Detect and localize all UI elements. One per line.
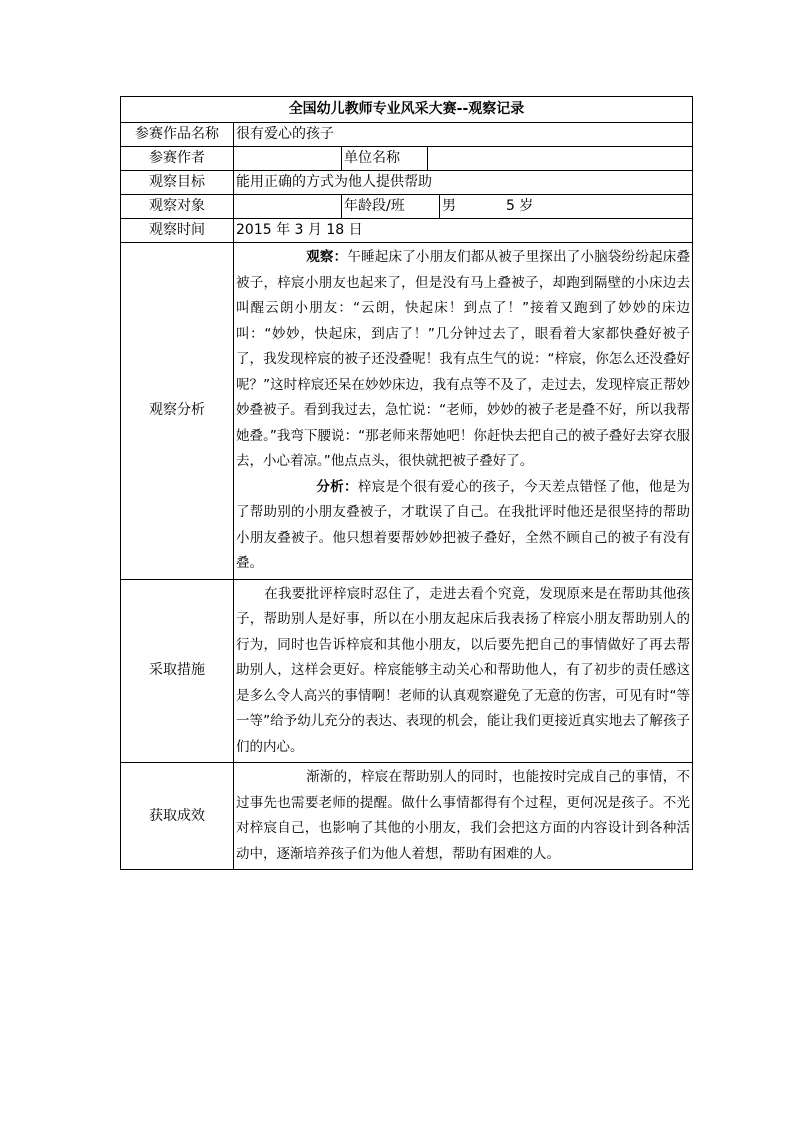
analysis-text: 梓宸是个很有爱心的孩子，今天差点错怪了他，他是为了帮助别的小朋友叠被子，才耽误了自己。在我批评时他还是很坚持的帮助小朋友叠被子。他只想着要帮妙妙把被子叠好，全然不顾自己的被子有没有叠。 (236, 478, 691, 571)
analysis-label: 观察分析 (121, 243, 234, 580)
age-value: 5 岁 (506, 198, 534, 214)
time-value: 2015 年 3 月 18 日 (234, 219, 693, 243)
observation-record-sheet (120, 96, 692, 870)
measures-content (234, 579, 693, 763)
results-label: 获取成效 (121, 763, 234, 870)
gender-age-value (440, 195, 693, 219)
work-name-value: 很有爱心的孩子 (234, 123, 693, 147)
observation-paragraph (236, 245, 690, 475)
unit-name-value (428, 147, 693, 171)
observation-table (120, 96, 693, 870)
goal-label: 观察目标 (121, 171, 234, 195)
unit-name-label: 单位名称 (342, 147, 428, 171)
measures-label: 采取措施 (121, 579, 234, 763)
author-value (234, 147, 342, 171)
observation-text: 午睡起床了小朋友们都从被子里探出了小脑袋纷纷起床叠被子，梓宸小朋友也起来了，但是没有马上叠被子，却跑到隔壁的小床边去叫醒云朗小朋友：“云朗，快起床！到点了！”接着又跑到了妙妙的床边叫：“妙妙，快起床，到店了！”几分钟过去了，眼看着大家都快叠好被子了，我发现梓宸的被子还没叠呢！我有点生气的说：“梓宸，你怎么还没叠好呢？”这时梓宸还呆在妙妙床边，我有点等不及了，走过去，发现梓宸正帮妙妙叠被子。看到我过去，急忙说：“老师，妙妙的被子老是叠不好，所以我帮她叠。”我弯下腰说：“那老师来帮她吧！你赶快去把自己的被子叠好去穿衣服去，小心着凉。”他点点头，很快就把被子叠好了。 (236, 249, 691, 469)
results-content (234, 763, 693, 870)
target-label: 观察对象 (121, 195, 234, 219)
document-title: 全国幼儿教师专业风采大赛--观察记录 (121, 97, 693, 123)
analysis-paragraph (236, 475, 690, 577)
measures-text: 在我要批评梓宸时忍住了，走进去看个究竟，发现原来是在帮助其他孩子，帮助别人是好事，所以在小朋友起床后我表扬了梓宸小朋友帮助别人的行为，同时也告诉梓宸和其他小朋友，以后要先把自己的事情做好了再去帮助别人，这样会更好。梓宸能够主动关心和帮助他人，有了初步的责任感这是多么令人高兴的事情啊！老师的认真观察避免了无意的伤害，可见有时“等一等”给予幼儿充分的表达、表现的机会，能让我们更接近真实地去了解孩子们的内心。 (236, 585, 690, 755)
analysis-content (234, 243, 693, 580)
goal-value: 能用正确的方式为他人提供帮助 (234, 171, 693, 195)
results-text: 渐渐的，梓宸在帮助别人的同时，也能按时完成自己的事情，不过事先也需要老师的提醒。做什么事情都得有个过程，更何况是孩子。不光对梓宸自己，也影响了其他的小朋友，我们会把这方面的内容设计到各种活动中，逐渐培养孩子们为他人着想，帮助有困难的人。 (236, 769, 690, 862)
observation-heading: 观察： (306, 249, 348, 265)
gender-value: 男 (442, 198, 456, 214)
author-label: 参赛作者 (121, 147, 234, 171)
target-value (234, 195, 342, 219)
time-label: 观察时间 (121, 219, 234, 243)
age-class-label: 年龄段/班 (342, 195, 440, 219)
analysis-heading: 分析： (316, 478, 358, 495)
work-name-label: 参赛作品名称 (121, 123, 234, 147)
